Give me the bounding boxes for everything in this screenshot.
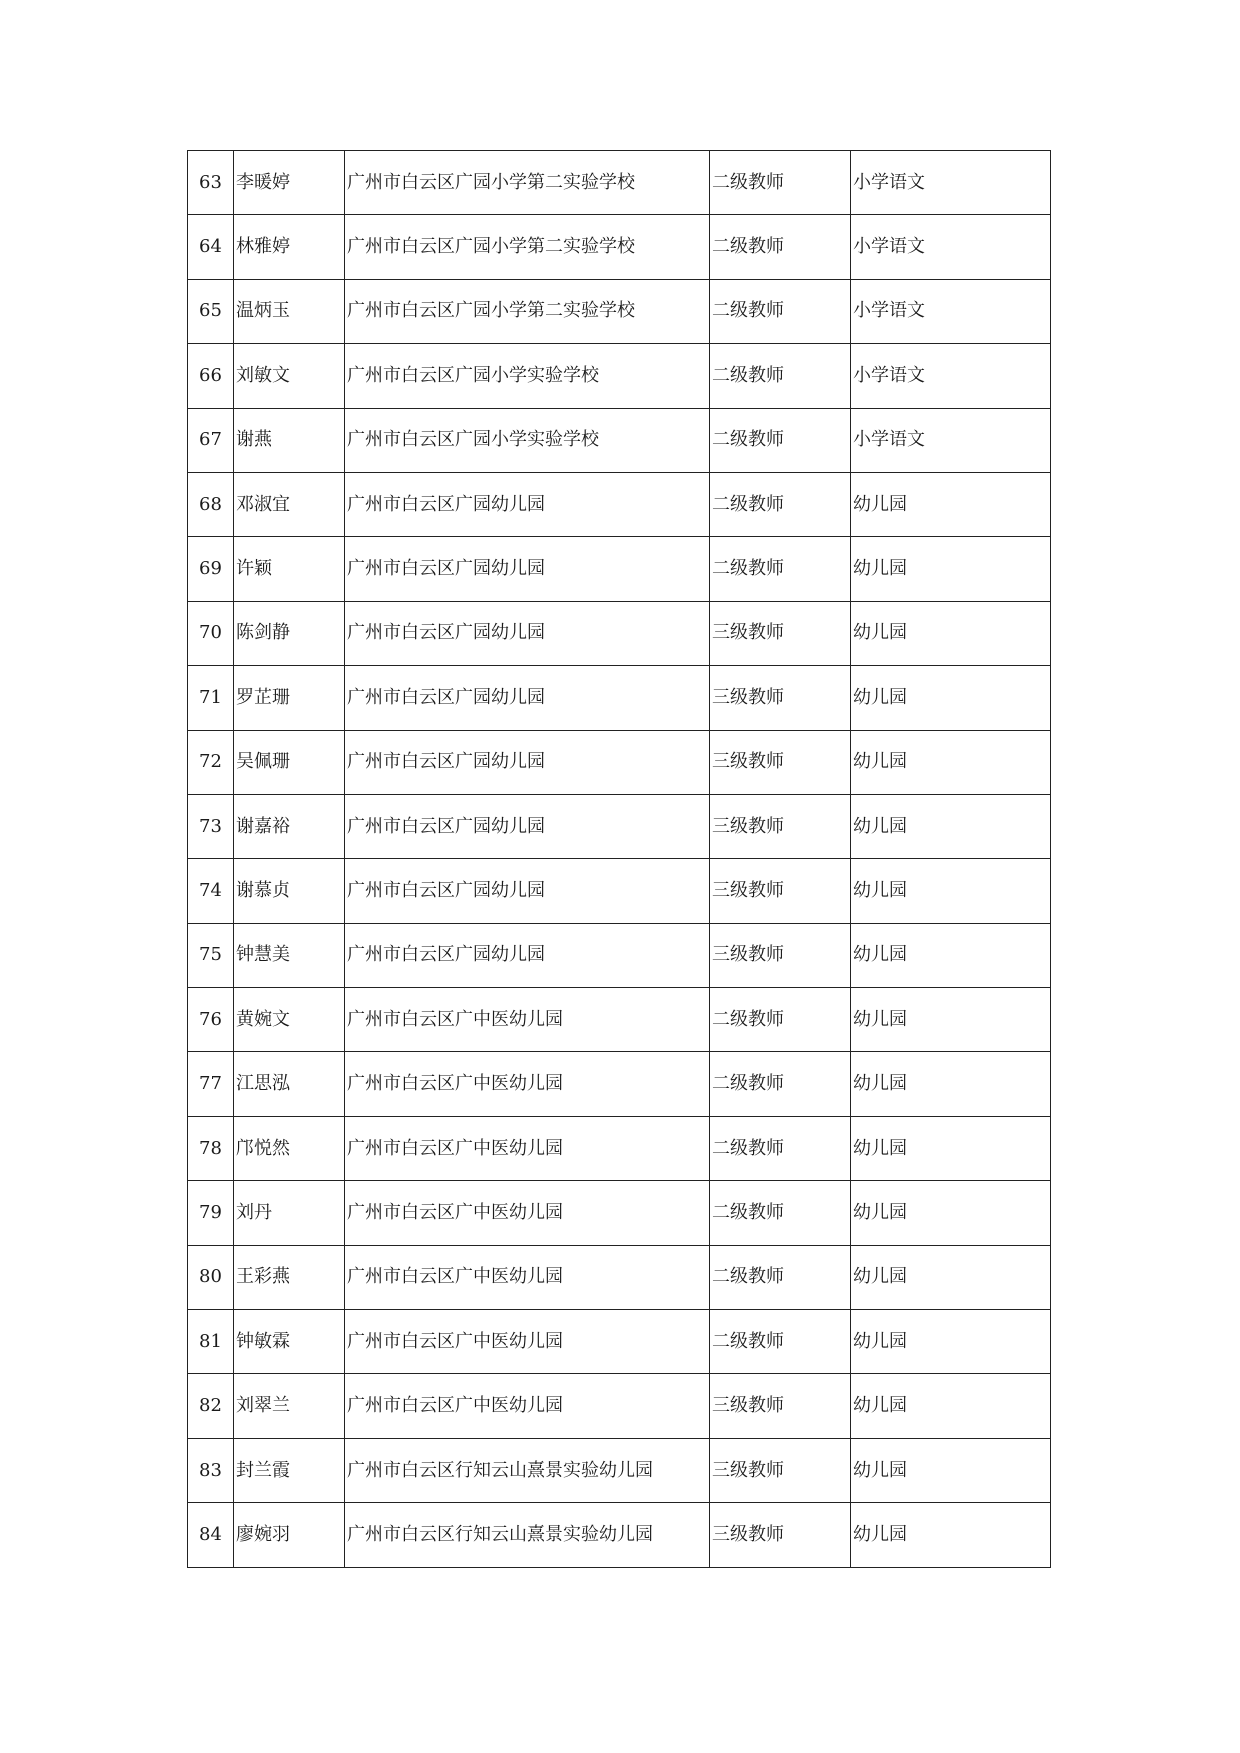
cell-school: 广州市白云区广园小学实验学校 (345, 408, 710, 472)
table-row (188, 1438, 1051, 1502)
cell-name: 王彩燕 (234, 1245, 345, 1309)
cell-title: 二级教师 (710, 279, 851, 343)
cell-name: 黄婉文 (234, 988, 345, 1052)
table-row (188, 601, 1051, 665)
cell-subject: 幼儿园 (851, 537, 1051, 601)
cell-subject: 幼儿园 (851, 730, 1051, 794)
cell-name: 邝悦然 (234, 1116, 345, 1180)
cell-title: 二级教师 (710, 472, 851, 536)
cell-subject: 幼儿园 (851, 1181, 1051, 1245)
table-row (188, 537, 1051, 601)
cell-name: 钟慧美 (234, 923, 345, 987)
table-row (188, 794, 1051, 858)
cell-school: 广州市白云区广园幼儿园 (345, 730, 710, 794)
table-row (188, 666, 1051, 730)
cell-title: 二级教师 (710, 988, 851, 1052)
table-row (188, 859, 1051, 923)
cell-school: 广州市白云区广中医幼儿园 (345, 1374, 710, 1438)
cell-subject: 小学语文 (851, 151, 1051, 215)
cell-title: 二级教师 (710, 215, 851, 279)
table-row (188, 1116, 1051, 1180)
cell-school: 广州市白云区广园幼儿园 (345, 859, 710, 923)
cell-subject: 小学语文 (851, 279, 1051, 343)
cell-subject: 幼儿园 (851, 794, 1051, 858)
cell-name: 吴佩珊 (234, 730, 345, 794)
cell-school: 广州市白云区广园幼儿园 (345, 923, 710, 987)
table-row (188, 730, 1051, 794)
cell-number: 73 (188, 794, 234, 858)
cell-number: 79 (188, 1181, 234, 1245)
table-row (188, 1181, 1051, 1245)
cell-name: 钟敏霖 (234, 1310, 345, 1374)
cell-name: 廖婉羽 (234, 1503, 345, 1567)
cell-subject: 幼儿园 (851, 1503, 1051, 1567)
teacher-roster-table (187, 150, 1051, 1568)
cell-title: 三级教师 (710, 1503, 851, 1567)
table-row (188, 408, 1051, 472)
table-row (188, 1245, 1051, 1309)
cell-number: 77 (188, 1052, 234, 1116)
table-row (188, 472, 1051, 536)
cell-title: 二级教师 (710, 1181, 851, 1245)
cell-number: 69 (188, 537, 234, 601)
table-row (188, 344, 1051, 408)
cell-school: 广州市白云区行知云山熹景实验幼儿园 (345, 1438, 710, 1502)
cell-school: 广州市白云区行知云山熹景实验幼儿园 (345, 1503, 710, 1567)
cell-school: 广州市白云区广园幼儿园 (345, 537, 710, 601)
cell-name: 谢燕 (234, 408, 345, 472)
table-row (188, 279, 1051, 343)
cell-title: 三级教师 (710, 794, 851, 858)
cell-title: 三级教师 (710, 666, 851, 730)
table-row (188, 988, 1051, 1052)
table-row (188, 1374, 1051, 1438)
cell-subject: 幼儿园 (851, 1052, 1051, 1116)
table-row (188, 215, 1051, 279)
cell-number: 78 (188, 1116, 234, 1180)
roster-body (188, 151, 1051, 1568)
cell-number: 72 (188, 730, 234, 794)
cell-subject: 幼儿园 (851, 859, 1051, 923)
cell-subject: 幼儿园 (851, 472, 1051, 536)
cell-name: 邓淑宜 (234, 472, 345, 536)
cell-subject: 幼儿园 (851, 601, 1051, 665)
cell-title: 二级教师 (710, 1245, 851, 1309)
cell-name: 罗芷珊 (234, 666, 345, 730)
cell-school: 广州市白云区广中医幼儿园 (345, 988, 710, 1052)
cell-name: 封兰霞 (234, 1438, 345, 1502)
table-row (188, 151, 1051, 215)
cell-school: 广州市白云区广园小学第二实验学校 (345, 215, 710, 279)
cell-name: 陈剑静 (234, 601, 345, 665)
cell-number: 63 (188, 151, 234, 215)
cell-school: 广州市白云区广中医幼儿园 (345, 1181, 710, 1245)
cell-title: 二级教师 (710, 344, 851, 408)
cell-name: 谢嘉裕 (234, 794, 345, 858)
cell-school: 广州市白云区广园幼儿园 (345, 472, 710, 536)
cell-subject: 幼儿园 (851, 988, 1051, 1052)
cell-school: 广州市白云区广中医幼儿园 (345, 1052, 710, 1116)
cell-subject: 幼儿园 (851, 1438, 1051, 1502)
cell-subject: 幼儿园 (851, 1310, 1051, 1374)
cell-title: 二级教师 (710, 1052, 851, 1116)
cell-number: 74 (188, 859, 234, 923)
table-row (188, 1052, 1051, 1116)
cell-name: 许颖 (234, 537, 345, 601)
cell-title: 三级教师 (710, 1374, 851, 1438)
cell-name: 林雅婷 (234, 215, 345, 279)
table-row (188, 923, 1051, 987)
cell-number: 83 (188, 1438, 234, 1502)
cell-number: 70 (188, 601, 234, 665)
cell-subject: 幼儿园 (851, 1374, 1051, 1438)
cell-school: 广州市白云区广园幼儿园 (345, 794, 710, 858)
cell-number: 68 (188, 472, 234, 536)
cell-school: 广州市白云区广中医幼儿园 (345, 1245, 710, 1309)
cell-number: 80 (188, 1245, 234, 1309)
cell-subject: 小学语文 (851, 408, 1051, 472)
cell-subject: 幼儿园 (851, 923, 1051, 987)
cell-school: 广州市白云区广园小学第二实验学校 (345, 151, 710, 215)
cell-name: 江思泓 (234, 1052, 345, 1116)
cell-title: 二级教师 (710, 408, 851, 472)
cell-title: 三级教师 (710, 730, 851, 794)
cell-number: 67 (188, 408, 234, 472)
cell-number: 64 (188, 215, 234, 279)
cell-number: 65 (188, 279, 234, 343)
cell-title: 二级教师 (710, 1116, 851, 1180)
cell-title: 三级教师 (710, 601, 851, 665)
cell-school: 广州市白云区广中医幼儿园 (345, 1116, 710, 1180)
cell-subject: 幼儿园 (851, 1245, 1051, 1309)
table-row (188, 1503, 1051, 1567)
cell-title: 二级教师 (710, 537, 851, 601)
cell-title: 二级教师 (710, 151, 851, 215)
cell-number: 84 (188, 1503, 234, 1567)
cell-title: 三级教师 (710, 923, 851, 987)
cell-number: 75 (188, 923, 234, 987)
cell-school: 广州市白云区广园小学实验学校 (345, 344, 710, 408)
cell-subject: 小学语文 (851, 344, 1051, 408)
cell-number: 82 (188, 1374, 234, 1438)
cell-subject: 幼儿园 (851, 666, 1051, 730)
table-row (188, 1310, 1051, 1374)
cell-title: 三级教师 (710, 1438, 851, 1502)
cell-number: 81 (188, 1310, 234, 1374)
cell-school: 广州市白云区广园幼儿园 (345, 666, 710, 730)
cell-subject: 幼儿园 (851, 1116, 1051, 1180)
cell-school: 广州市白云区广中医幼儿园 (345, 1310, 710, 1374)
cell-number: 71 (188, 666, 234, 730)
cell-subject: 小学语文 (851, 215, 1051, 279)
cell-school: 广州市白云区广园小学第二实验学校 (345, 279, 710, 343)
cell-name: 刘敏文 (234, 344, 345, 408)
cell-name: 谢慕贞 (234, 859, 345, 923)
cell-school: 广州市白云区广园幼儿园 (345, 601, 710, 665)
cell-number: 66 (188, 344, 234, 408)
cell-name: 温炳玉 (234, 279, 345, 343)
cell-number: 76 (188, 988, 234, 1052)
cell-name: 李暖婷 (234, 151, 345, 215)
cell-title: 三级教师 (710, 859, 851, 923)
cell-name: 刘丹 (234, 1181, 345, 1245)
cell-name: 刘翠兰 (234, 1374, 345, 1438)
cell-title: 二级教师 (710, 1310, 851, 1374)
